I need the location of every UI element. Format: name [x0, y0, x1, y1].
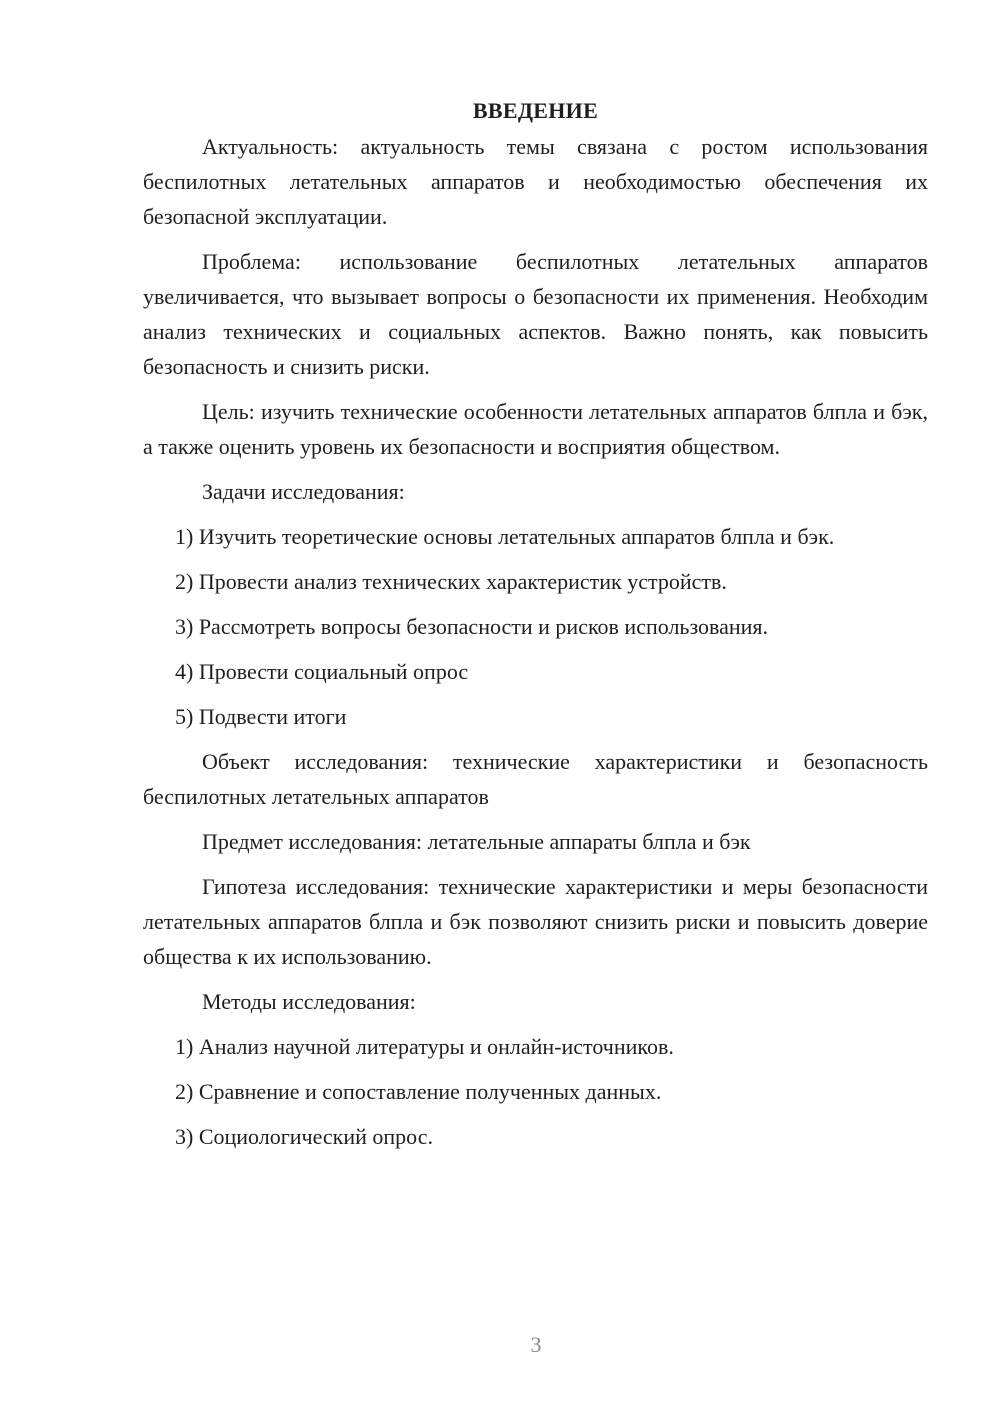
- page-body: [143, 95, 928, 1164]
- list-item: 3) Социологический опрос.: [175, 1124, 433, 1149]
- tasks-list: [143, 519, 928, 734]
- list-item: 5) Подвести итоги: [175, 704, 347, 729]
- list-item: 2) Сравнение и сопоставление полученных данных.: [175, 1079, 662, 1104]
- list-item: 4) Провести социальный опрос: [175, 659, 469, 684]
- list-item: 2) Провести анализ технических характеристик устройств.: [175, 569, 727, 594]
- list-item: 3) Рассмотреть вопросы безопасности и рисков использования.: [175, 614, 769, 639]
- section-title: ВВЕДЕНИЕ: [472, 98, 599, 123]
- problem-paragraph: Проблема: использование беспилотных летательных аппаратов увеличивается, что вызывает вопросы о безопасности их применения. Необходим анализ технических и социальных аспектов. Важно понять, как повысить безопасность и снизить риски.: [143, 249, 928, 379]
- hypothesis-paragraph: Гипотеза исследования: технические характеристики и меры безопасности летательных аппаратов блпла и бэк позволяют снизить риски и повысить доверие общества к их использованию.: [143, 874, 928, 969]
- methods-label: Методы исследования:: [202, 989, 416, 1014]
- goal-paragraph: Цель: изучить технические особенности летательных аппаратов блпла и бэк, а также оценить уровень их безопасности и восприятия обществом.: [143, 399, 928, 459]
- subject-paragraph: Предмет исследования: летательные аппараты блпла и бэк: [202, 829, 751, 854]
- list-item: 1) Анализ научной литературы и онлайн-источников.: [175, 1034, 674, 1059]
- page-number: 3: [530, 1332, 542, 1357]
- methods-list: [143, 1029, 928, 1154]
- object-paragraph: Объект исследования: технические характеристики и безопасность беспилотных летательных аппаратов: [143, 749, 928, 809]
- tasks-label: Задачи исследования:: [202, 479, 405, 504]
- list-item: 1) Изучить теоретические основы летательных аппаратов блпла и бэк.: [175, 524, 835, 549]
- relevance-paragraph: Актуальность: актуальность темы связана с ростом использования беспилотных летательных аппаратов и необходимостью обеспечения их безопасной эксплуатации.: [143, 134, 928, 229]
